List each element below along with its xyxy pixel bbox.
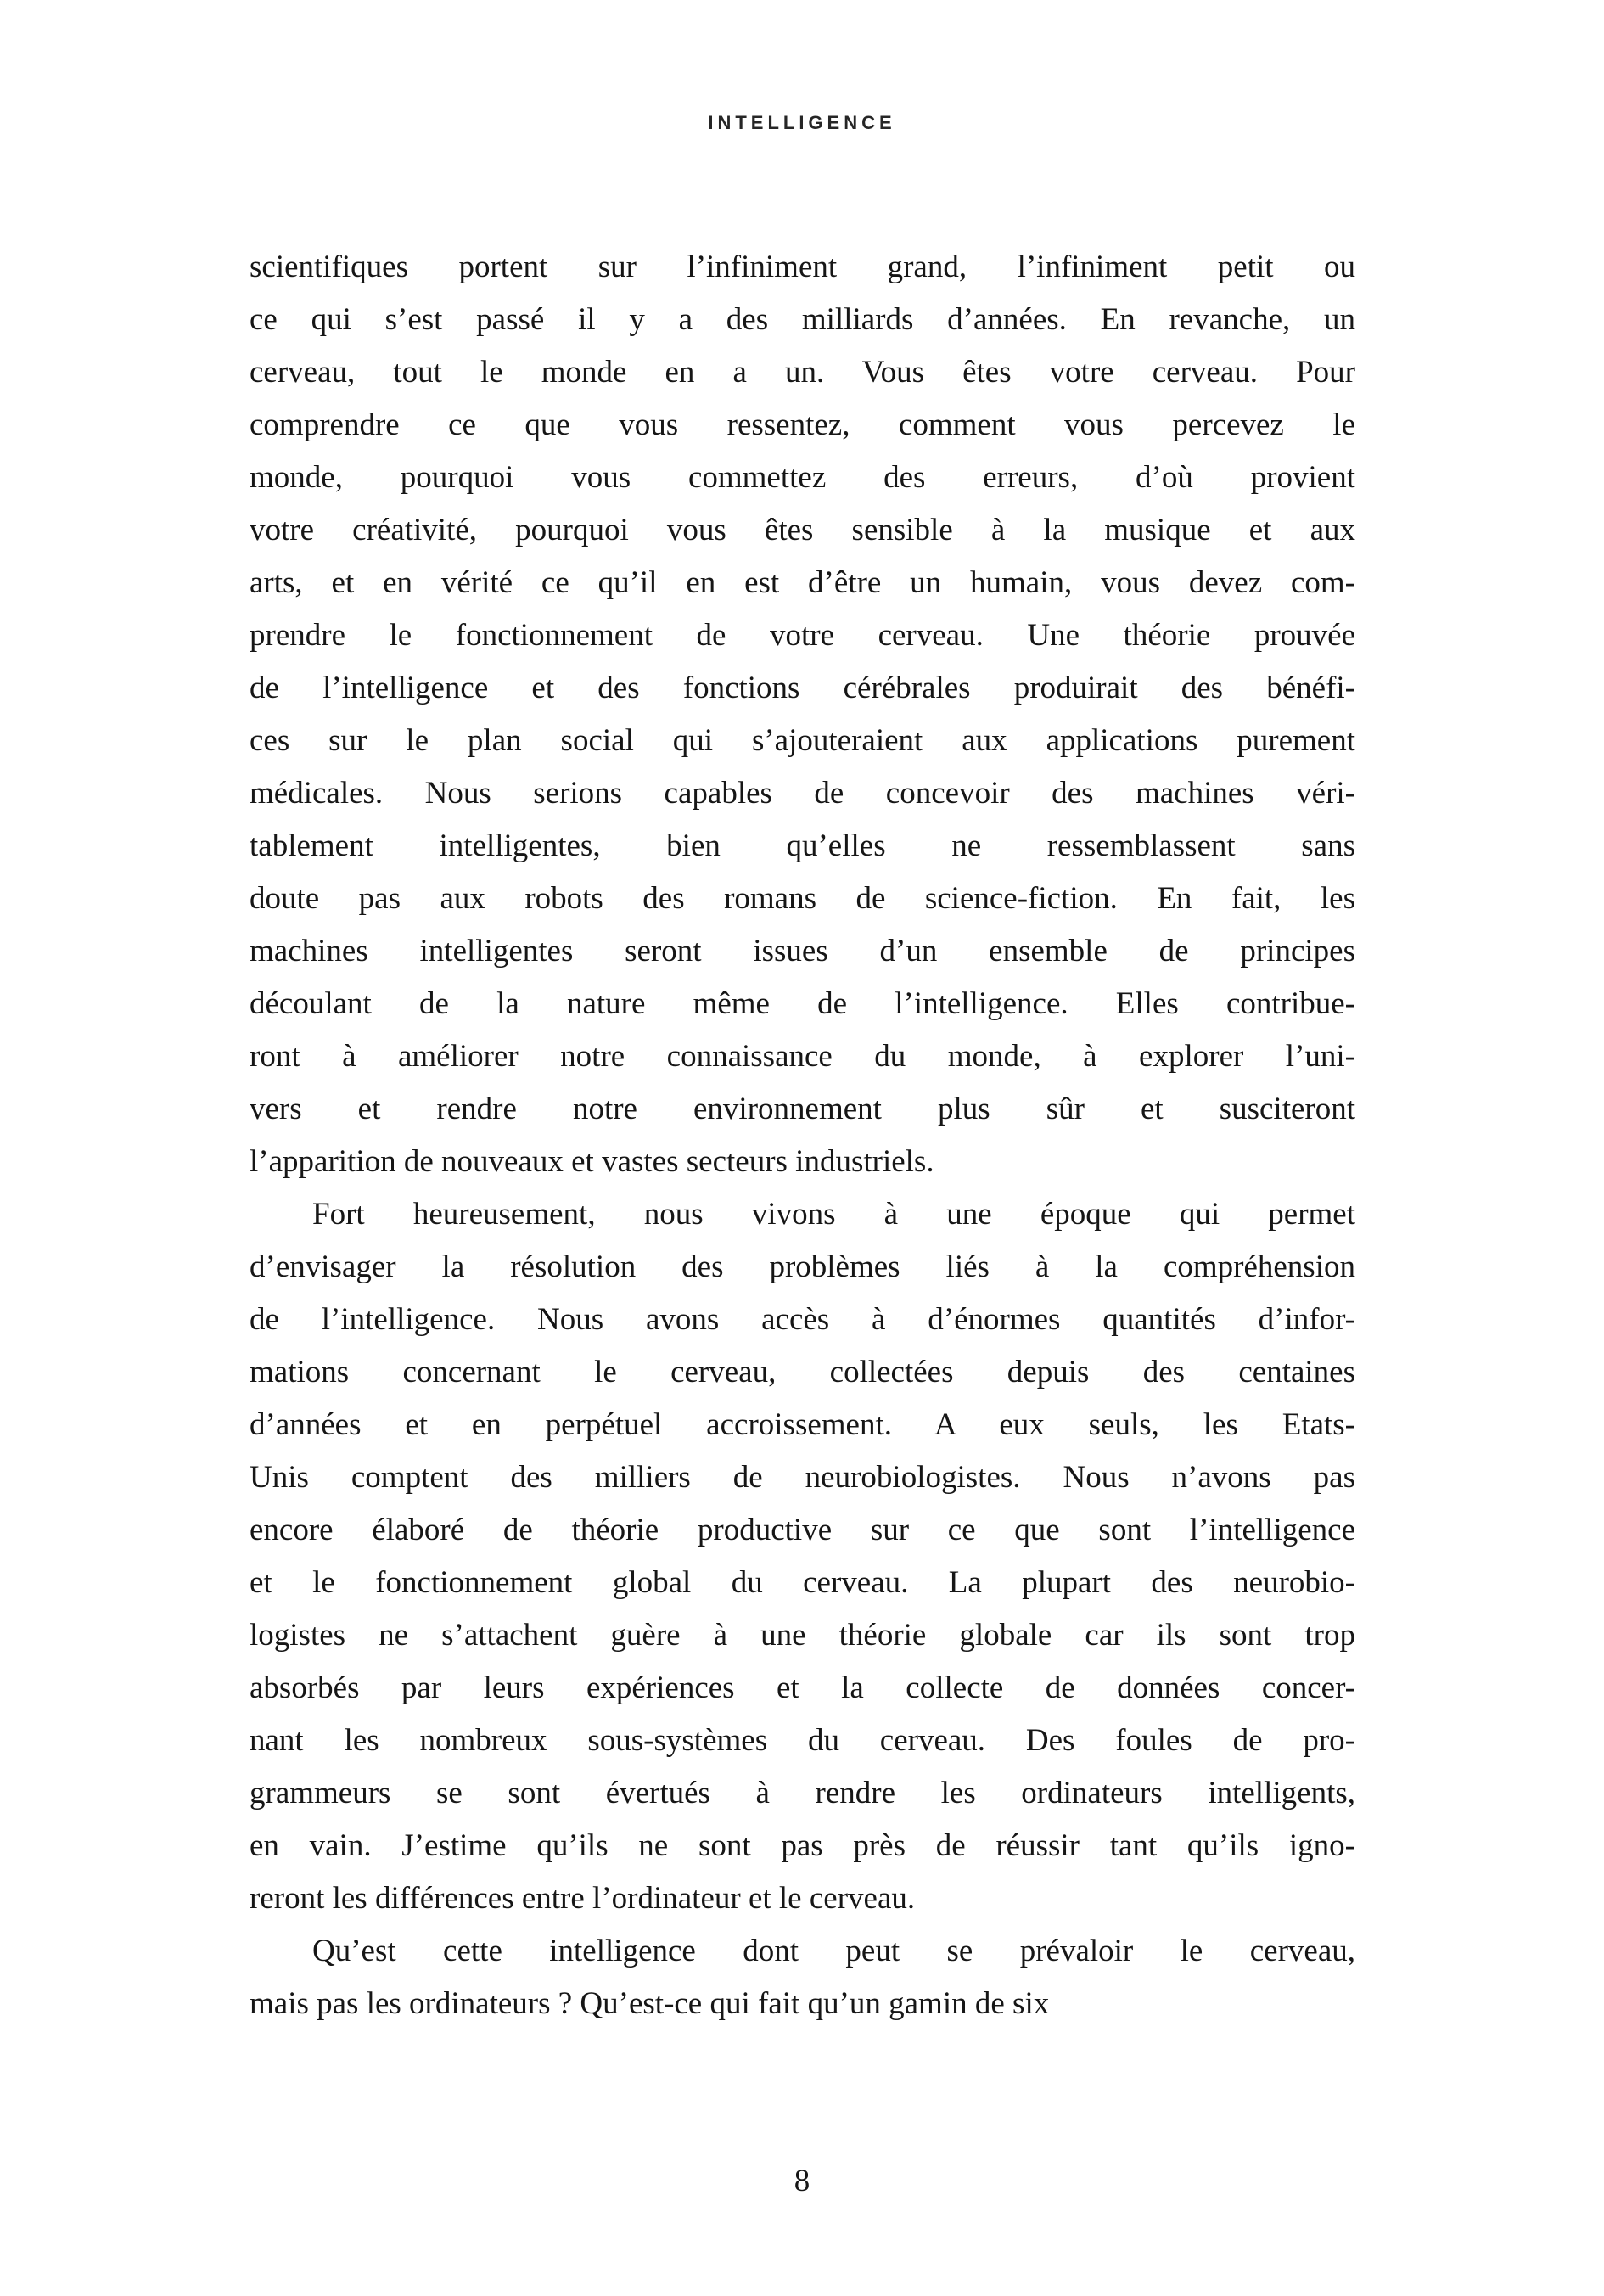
- text-line: logistes ne s’attachent guère à une théorie globale car ils sont trop: [250, 1618, 1355, 1653]
- body-text: [250, 241, 1355, 2030]
- text-line: arts, et en vérité ce qu’il en est d’être un humain, vous devez com-: [250, 565, 1355, 600]
- text-line: médicales. Nous serions capables de concevoir des machines véri-: [250, 776, 1355, 811]
- text-line: d’envisager la résolution des problèmes liés à la compréhension: [250, 1249, 1355, 1284]
- text-line: nant les nombreux sous-systèmes du cerveau. Des foules de pro-: [250, 1723, 1355, 1758]
- text-line: mais pas les ordinateurs ? Qu’est-ce qui fait qu’un gamin de six: [250, 1986, 1050, 2021]
- text-line: ront à améliorer notre connaissance du monde, à explorer l’uni-: [250, 1039, 1355, 1074]
- text-line: vers et rendre notre environnement plus sûr et susciteront: [250, 1092, 1355, 1126]
- text-line: cerveau, tout le monde en a un. Vous êtes votre cerveau. Pour: [250, 355, 1355, 390]
- text-line: d’années et en perpétuel accroissement. A eux seuls, les Etats-: [250, 1407, 1355, 1442]
- text-line: tablement intelligentes, bien qu’elles ne ressemblassent sans: [250, 828, 1355, 863]
- text-line: ce qui s’est passé il y a des milliards d’années. En revanche, un: [250, 302, 1355, 337]
- page-number: 8: [794, 2164, 810, 2198]
- text-line: reront les différences entre l’ordinateur et le cerveau.: [250, 1881, 916, 1916]
- text-line: Unis comptent des milliers de neurobiologistes. Nous n’avons pas: [250, 1460, 1355, 1495]
- text-line: et le fonctionnement global du cerveau. La plupart des neurobio-: [250, 1565, 1355, 1600]
- text-line: monde, pourquoi vous commettez des erreurs, d’où provient: [250, 460, 1355, 495]
- text-line: scientifiques portent sur l’infiniment grand, l’infiniment petit ou: [250, 250, 1355, 284]
- text-line: doute pas aux robots des romans de science-fiction. En fait, les: [250, 881, 1355, 916]
- text-line: de l’intelligence et des fonctions cérébrales produirait des bénéfi-: [250, 671, 1355, 705]
- text-line: ces sur le plan social qui s’ajouteraient aux applications purement: [250, 723, 1355, 758]
- text-line: mations concernant le cerveau, collectées depuis des centaines: [250, 1355, 1355, 1389]
- text-line: Fort heureusement, nous vivons à une époque qui permet: [312, 1197, 1355, 1232]
- text-line: de l’intelligence. Nous avons accès à d’énormes quantités d’infor-: [250, 1302, 1355, 1337]
- running-header: INTELLIGENCE: [708, 112, 896, 133]
- text-line: encore élaboré de théorie productive sur ce que sont l’intelligence: [250, 1513, 1355, 1547]
- text-line: grammeurs se sont évertués à rendre les ordinateurs intelligents,: [250, 1776, 1355, 1810]
- text-line: votre créativité, pourquoi vous êtes sensible à la musique et aux: [250, 513, 1355, 547]
- text-line: comprendre ce que vous ressentez, comment vous percevez le: [250, 407, 1355, 442]
- text-line: Qu’est cette intelligence dont peut se prévaloir le cerveau,: [312, 1934, 1355, 1968]
- text-line: machines intelligentes seront issues d’un ensemble de principes: [250, 934, 1355, 968]
- text-line: découlant de la nature même de l’intelligence. Elles contribue-: [250, 986, 1355, 1021]
- text-line: l’apparition de nouveaux et vastes secteurs industriels.: [250, 1144, 934, 1179]
- text-line: prendre le fonctionnement de votre cerveau. Une théorie prouvée: [250, 618, 1355, 653]
- text-line: absorbés par leurs expériences et la collecte de données concer-: [250, 1670, 1355, 1705]
- text-line: en vain. J’estime qu’ils ne sont pas près de réussir tant qu’ils igno-: [250, 1828, 1355, 1863]
